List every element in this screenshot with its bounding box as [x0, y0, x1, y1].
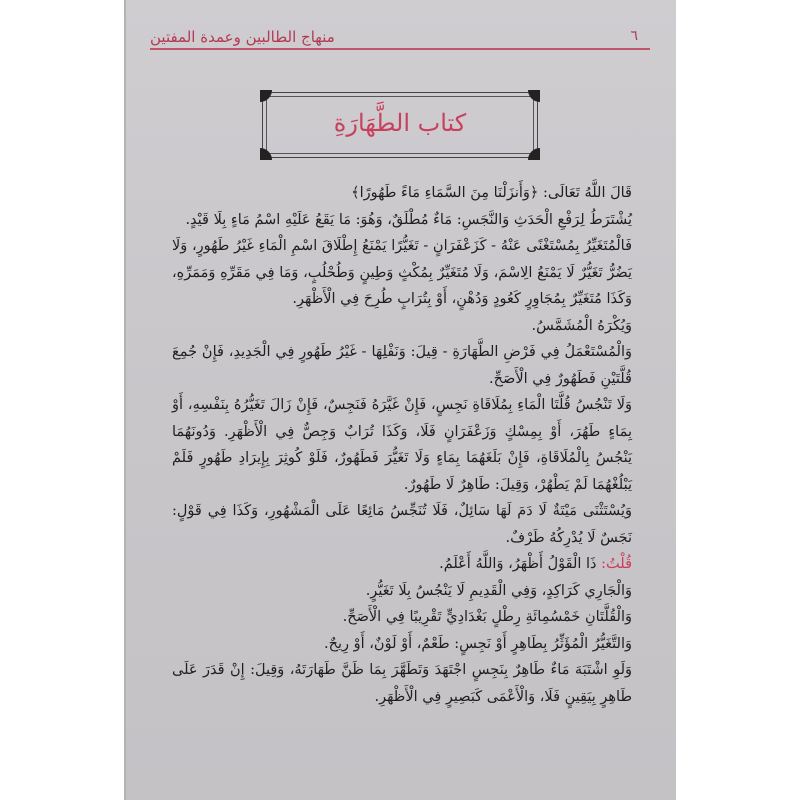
paragraph: وَالْمُسْتَعْمَلُ فِي فَرْضِ الطَّهَارَةِ - قِيلَ: وَنَفْلِهَا - غَيْرُ طَهُورٍ فِي الْجَدِيدِ، فَإِنْ جُمِعَ قُلَّتَيْنِ فَطَهُورٌ فِي الْأَصَحِّ. [172, 344, 632, 387]
ornament-corner-icon [528, 90, 540, 102]
paragraph: وَيُكْرَهُ الْمُشَمَّسُ. [531, 317, 632, 334]
paragraph: قَالَ اللَّهُ تَعَالَى: ﴿وَأَنزَلْنَا مِنَ السَّمَاءِ مَاءً طَهُورًا﴾ [351, 185, 632, 201]
paragraph: يُشْتَرَطُ لِرَفْعِ الْحَدَثِ وَالنَّجَسِ: مَاءٌ مُطْلَقٌ، وَهُوَ: مَا يَقَعُ عَلَيْهِ اسْمُ مَاءٍ بِلَا قَيْدٍ. [185, 211, 632, 228]
paragraph: وَلَا تَنْجُسُ قُلَّتَا الْمَاءِ بِمُلَاقَاةِ نَجِسٍ، فَإِنْ غَيَّرَهُ فَنَجِسٌ، فَإِنْ زَالَ تَغَيُّرُهُ بِنَفْسِهِ، أَوْ بِمَاءٍ طَهُرَ، أَوْ بِمِسْكٍ وَزَعْفَرَانٍ فَلَا، وَكَذَا تُرَابٌ وَجِصٌّ فِي الْأَظْهَرِ. وَدُونَهُمَا يَنْجُسُ بِالْمُلَاقَاةِ، فَإِنْ بَلَغَهُمَا بِمَاءٍ وَلَا تَغَيُّرَ فَطَهُورٌ، فَلَوْ كُوثِرَ بِإِيرَادِ طَهُورٍ فَلَمْ يَبْلُغْهُمَا لَمْ يَطْهُرْ، وَقِيلَ: طَاهِرٌ لَا طَهُورٌ. [172, 397, 632, 493]
chapter-title-frame [262, 92, 538, 158]
paragraph: وَالْقُلَّتَانِ خَمْسُمِائَةِ رِطْلٍ بَغْدَادِيٍّ تَقْرِيبًا فِي الْأَصَحِّ. [342, 609, 632, 625]
paragraph: فَالْمُتَغَيِّرُ بِمُسْتَغْنًى عَنْهُ - كَزَعْفَرَانٍ - تَغَيُّرًا يَمْنَعُ إِطْلَاقَ اسْمِ الْمَاءِ غَيْرُ طَهُورٍ، وَلَا يَضُرُّ تَغَيُّرٌ لَا يَمْنَعُ الِاسْمَ، وَلَا مُتَغَيِّرٌ بِمُكْثٍ وَطِينٍ وَطُحْلُبٍ، وَمَا فِي مَقَرِّهِ وَمَمَرِّهِ، وَكَذَا مُتَغَيِّرٌ بِمُجَاوِرٍ كَعُودٍ وَدُهْنٍ، أَوْ بِتُرَابٍ طُرِحَ فِي الْأَظْهَرِ. [172, 238, 632, 307]
running-title: منهاج الطالبين وعمدة المفتين [150, 28, 335, 46]
ornament-corner-icon [260, 90, 272, 102]
paragraph: وَلَوِ اشْتَبَهَ مَاءٌ طَاهِرٌ بِنَجِسٍ اجْتَهَدَ وَتَطَهَّرَ بِمَا ظَنَّ طَهَارَتَهُ، وَقِيلَ: إِنْ قَدَرَ عَلَى طَاهِرٍ بِيَقِينٍ فَلَا، وَالْأَعْمَى كَبَصِيرٍ فِي الْأَظْهَرِ. [172, 662, 632, 705]
page-edge [124, 0, 126, 800]
ornament-corner-icon [528, 148, 540, 160]
paragraph: وَالْجَارِي كَرَاكِدٍ، وَفِي الْقَدِيمِ لَا يَنْجُسُ بِلَا تَغَيُّرٍ. [365, 582, 632, 599]
qultu-label: قُلْتُ: [601, 556, 632, 572]
chapter-title: كتاب الطَّهَارَةِ [333, 109, 467, 137]
paragraph [172, 551, 632, 578]
page-header [150, 26, 650, 50]
body-text [172, 180, 632, 710]
paragraph: وَيُسْتَثْنَى مَيْتَةٌ لَا دَمَ لَهَا سَائِلٌ، فَلَا تُنَجِّسُ مَائِعًا عَلَى الْمَشْهُورِ، وَكَذَا فِي قَوْلٍ: نَجَسٌ لَا يُدْرِكُهُ طَرْفٌ. [172, 503, 632, 546]
ornament-corner-icon [260, 148, 272, 160]
paragraph-text: ذَا الْقَوْلُ أَظْهَرُ، وَاللَّهُ أَعْلَمُ. [439, 556, 602, 572]
page-number: ٦ [630, 28, 638, 44]
header-divider [150, 48, 650, 50]
paragraph: وَالتَّغَيُّرُ الْمُؤَثِّرُ بِطَاهِرٍ أَوْ نَجِسٍ: طَعْمٌ، أَوْ لَوْنٌ، أَوْ رِيحٌ. [324, 635, 632, 652]
